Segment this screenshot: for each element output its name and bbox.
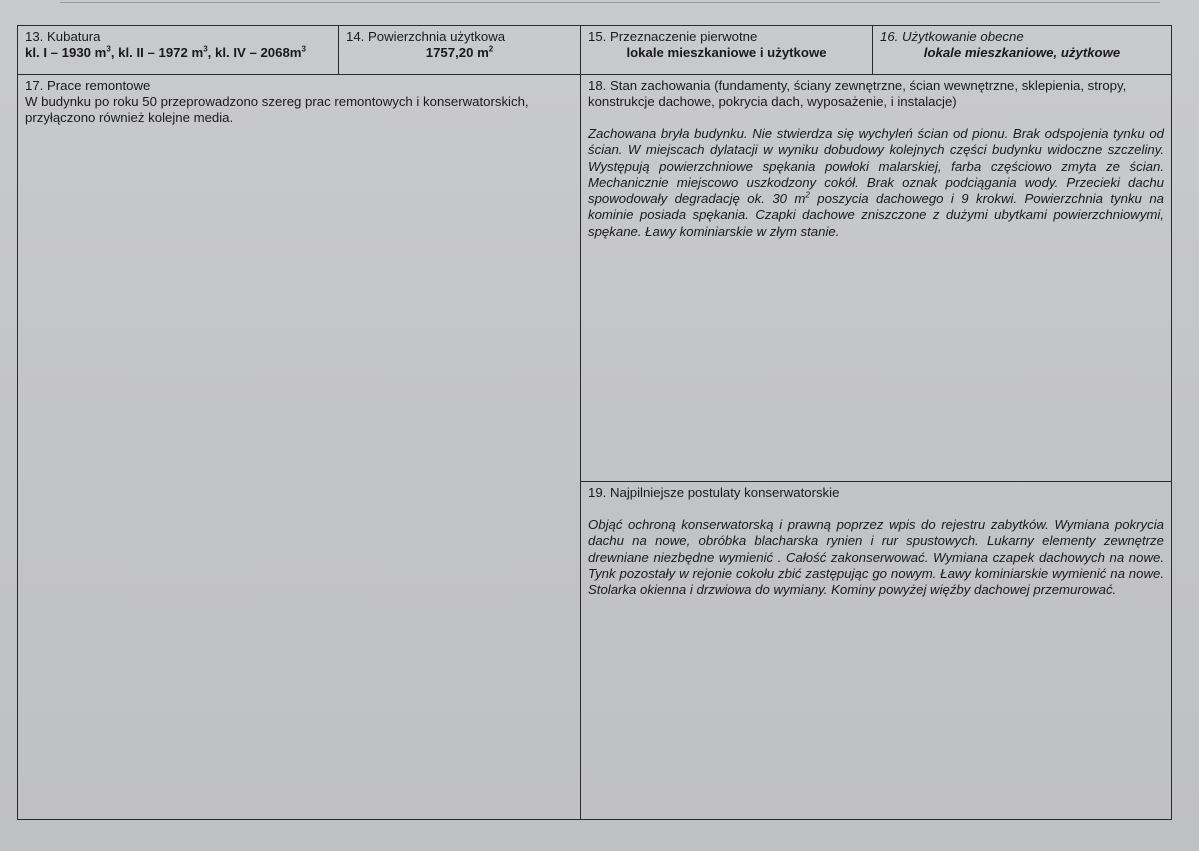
cell-postulaty (580, 481, 1172, 820)
prace-label: 17. Prace remontowe (25, 78, 151, 93)
cell-kubatura (17, 25, 339, 75)
kubatura-value: kl. I – 1930 $m^3$, kl. II – 1972 $m^3$, kl. IV – $2068m^3$ (25, 44, 306, 60)
przeznaczenie-label: 15. Przeznaczenie pierwotne (588, 29, 758, 44)
cell-uzytkowanie (872, 25, 1172, 75)
stan-label: 18. Stan zachowania (fundamenty, ściany zewnętrzne, ścian wewnętrzne, sklepienia, stropy, konstrukcje dachowe, pokrycia dach, wyposażenie, i instalacje) (588, 78, 1127, 109)
cell-powierzchnia (338, 25, 581, 75)
uzytkowanie-label: 16. Użytkowanie obecne (880, 29, 1024, 44)
kubatura-label: 13. Kubatura (25, 29, 101, 44)
powierzchnia-label: 14. Powierzchnia użytkowa (346, 29, 506, 44)
uzytkowanie-value: lokale mieszkaniowe, użytkowe (923, 45, 1121, 60)
cell-przeznaczenie (580, 25, 873, 75)
przeznaczenie-value: lokale mieszkaniowe i użytkowe (626, 45, 827, 60)
postulaty-label: 19. Najpilniejsze postulaty konserwatorskie (588, 485, 840, 500)
postulaty-text: Objąć ochroną konserwatorską i prawną poprzez wpis do rejestru zabytków. Wymiana pokrycia dachu na nowe, obróbka blacharska rynien i rur spustowych. Lukarny elementy zewnętrze drewniane niezbędne wymienić . Całość zakonserwować. Wymiana czapek dachowych na nowe. Tynk pozostały w rejonie cokołu zbić zastępując go nowym. Ławy kominiarskie wymienić na nowe. Stolarka okienna i drzwiowa do wymiany. Kominy powyżej więźby dachowej przemurować. (588, 517, 1164, 598)
stan-text: Zachowana bryła budynku. Nie stwierdza się wychyleń ścian od pionu. Brak odspojenia tynku od ścian. W miejscach dylatacji w wyniku dobudowy kolejnych części budynku widoczne szczeliny. Występują powierzchniowe spękania powłoki malarskiej, farba częściowo zmyta ze ścian. Mechanicznie miejscowo uszkodzony cokół. Brak oznak podciągania wody. Przecieki dachu spowodowały degradację ok. 30 $m^2$ poszycia dachowego i 9 krokwi. Powierzchnia tynku na kominie posiada spękania. Czapki dachowe zniszczone z dużymi ubytkami powierzchniowymi, spękane. Ławy kominiarskie w złym stanie. (588, 126, 1164, 239)
powierzchnia-value: 1757,20 $m^2$ (425, 44, 494, 60)
prace-text: W budynku po roku 50 przeprowadzono szereg prac remontowych i konserwatorskich, przyłączono również kolejne media. (25, 94, 529, 125)
scan-edge-line (60, 2, 1160, 3)
cell-stan-zachowania (580, 74, 1172, 482)
cell-prace-remontowe (17, 74, 581, 820)
